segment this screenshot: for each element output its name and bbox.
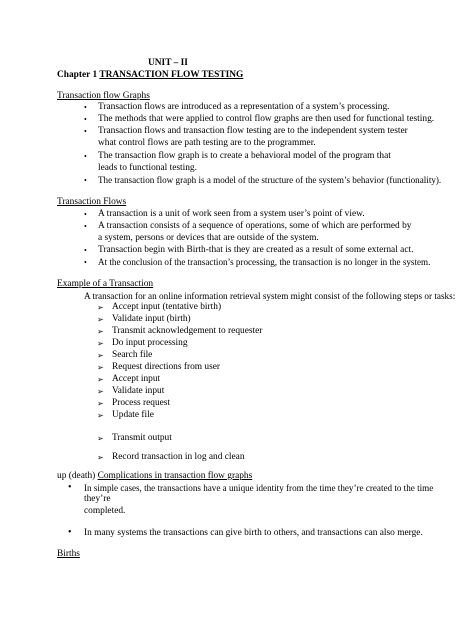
complications-bullet-1-line-1: In simple cases, the transactions have a unique identity from the time they’re created to the time — [84, 483, 434, 493]
births-heading: Births — [57, 549, 80, 559]
example-step-8: Validate input — [112, 386, 165, 396]
bullet-dot-icon: • — [84, 222, 87, 231]
complications-bullet-1-line-3: completed. — [84, 506, 126, 516]
arrow-bullet-icon: ➢ — [97, 339, 104, 348]
complications-bullet-1-line-2: they’re — [84, 494, 111, 504]
flows-bullet-2-line-2: a system, persons or devices that are outside of the system. — [98, 233, 319, 243]
example-step-10: Update file — [112, 410, 154, 420]
complications-prefix: up (death) — [57, 471, 96, 481]
arrow-bullet-icon: ➢ — [97, 411, 104, 420]
complications-line — [57, 471, 252, 482]
bullet-dot-icon: • — [84, 115, 87, 124]
graphs-bullet-3-line-1: Transaction flows and transaction flow testing are to the independent system tester — [98, 126, 408, 136]
example-step-3: Transmit acknowledgement to requester — [112, 326, 263, 336]
bullet-dot-icon: • — [84, 176, 87, 185]
flows-bullet-2-line-1: A transaction consists of a sequence of operations, some of which are performed by — [98, 221, 412, 231]
arrow-bullet-icon: ➢ — [97, 315, 104, 324]
chapter-title: TRANSACTION FLOW TESTING — [99, 70, 244, 80]
arrow-bullet-icon: ➢ — [97, 399, 104, 408]
bullet-dot-icon: • — [84, 210, 87, 219]
example-step-9: Process request — [112, 398, 171, 408]
arrow-bullet-icon: ➢ — [97, 327, 104, 336]
example-intro: A transaction for an online information retrieval system might consist of the following steps or tasks: — [84, 291, 456, 301]
flows-heading: Transaction Flows — [57, 197, 127, 207]
unit-heading: UNIT – II — [148, 58, 188, 68]
chapter-prefix: Chapter 1 — [57, 70, 98, 80]
graphs-bullet-5: The transaction flow graph is a model of the structure of the system’s behavior (functionality). — [98, 175, 442, 185]
bullet-dot-icon: • — [68, 482, 72, 493]
graphs-heading: Transaction flow Graphs — [57, 91, 150, 101]
arrow-bullet-icon: ➢ — [97, 434, 104, 443]
arrow-bullet-icon: ➢ — [97, 351, 104, 360]
arrow-bullet-icon: ➢ — [97, 387, 104, 396]
bullet-dot-icon: • — [84, 152, 87, 161]
example-step-6: Request directions from user — [112, 362, 221, 372]
example-step-4: Do input processing — [112, 338, 188, 348]
bullet-dot-icon: • — [84, 103, 87, 112]
bullet-dot-icon: • — [84, 127, 87, 136]
example-step-5: Search file — [112, 350, 153, 360]
graphs-bullet-4-line-1: The transaction flow graph is to create a behavioral model of the program that — [98, 151, 391, 161]
example-step-12: Record transaction in log and clean — [112, 452, 245, 462]
complications-bullet-2: In many systems the transactions can give birth to others, and transactions can also merge. — [84, 528, 423, 538]
graphs-bullet-3-line-2: what control flows are path testing are to the programmer. — [98, 138, 316, 148]
example-step-1: Accept input (tentative birth) — [112, 302, 222, 312]
bullet-dot-icon: • — [84, 246, 87, 255]
arrow-bullet-icon: ➢ — [97, 453, 104, 462]
graphs-bullet-1: Transaction flows are introduced as a representation of a system’s processing. — [98, 102, 390, 112]
arrow-bullet-icon: ➢ — [97, 375, 104, 384]
example-heading: Example of a Transaction — [57, 279, 154, 289]
bullet-dot-icon: • — [84, 258, 87, 267]
example-step-2: Validate input (birth) — [112, 314, 191, 324]
flows-bullet-3: Transaction begin with Birth-that is they are created as a result of some external act. — [98, 245, 414, 255]
graphs-bullet-4-line-2: leads to functional testing. — [98, 163, 197, 173]
graphs-bullet-2: The methods that were applied to control flow graphs are then used for functional testing. — [98, 114, 435, 124]
bullet-dot-icon: • — [68, 527, 72, 538]
chapter-heading — [57, 70, 243, 81]
flows-bullet-4: At the conclusion of the transaction’s processing, the transaction is no longer in the system. — [98, 257, 431, 267]
arrow-bullet-icon: ➢ — [97, 363, 104, 372]
example-step-7: Accept input — [112, 374, 161, 384]
arrow-bullet-icon: ➢ — [97, 303, 104, 312]
complications-heading: Complications in transaction flow graphs — [97, 471, 253, 481]
example-step-11: Transmit output — [112, 433, 172, 443]
flows-bullet-1: A transaction is a unit of work seen from a system user’s point of view. — [98, 209, 365, 219]
